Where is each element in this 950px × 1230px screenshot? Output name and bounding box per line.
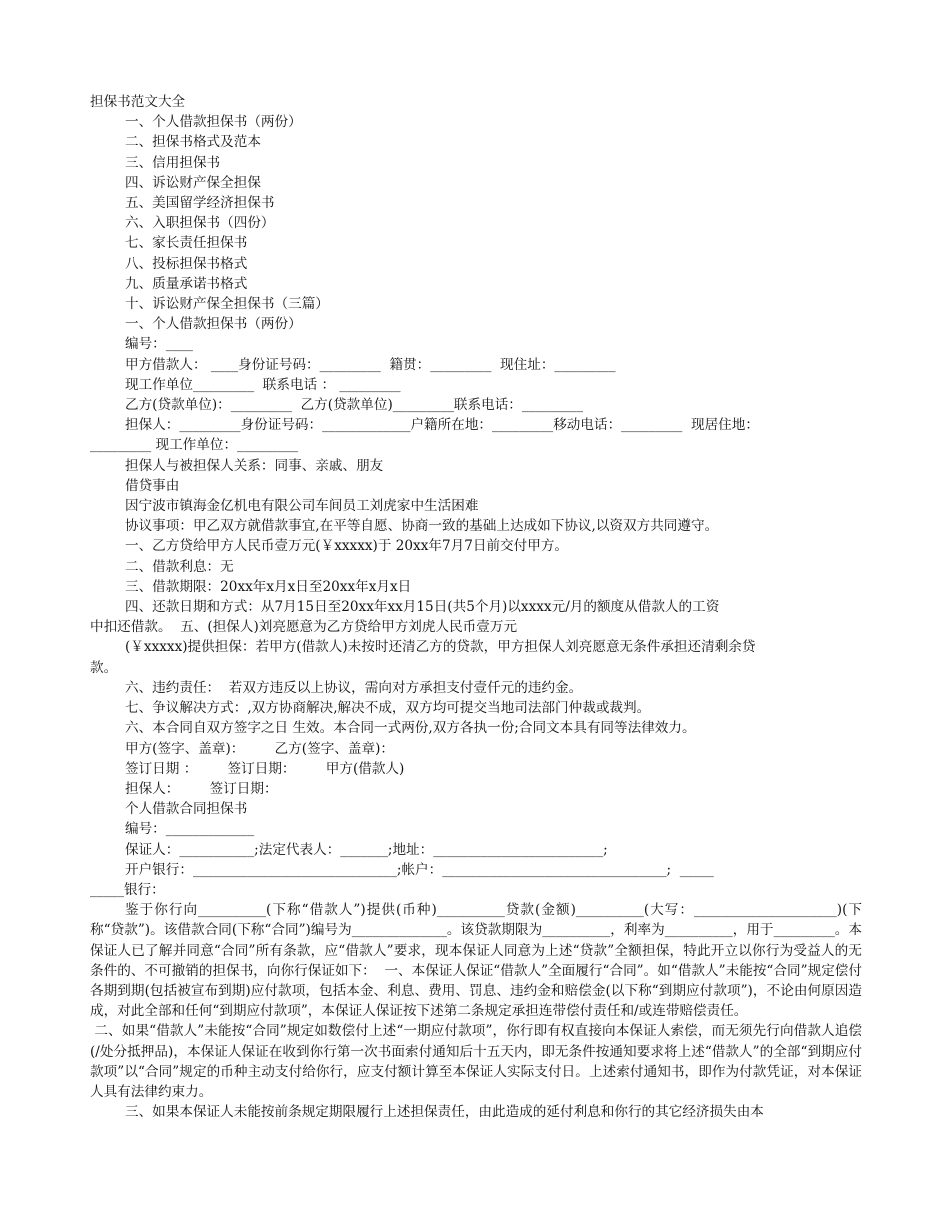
- toc-item: 六、入职担保书（四份）: [125, 215, 275, 232]
- clause: 四、还款日期和方式：从7月15日至20xx年xx月15日(共5个月)以xxxx元/月的额度从借款人的工资: [125, 599, 720, 616]
- clause-cont: 中扣还借款。 五、(担保人)刘亮愿意为乙方贷给甲方刘虎人民币壹万元: [90, 619, 518, 636]
- guarantor-line: 担保人：_________身份证号码：_____________户籍所在地：_________移动电话：_________ 现居住地：: [125, 417, 759, 434]
- guarantor-line: 保证人：___________;法定代表人：_______;地址：_________________________;: [125, 841, 608, 858]
- toc-item: 七、家长责任担保书: [125, 235, 248, 252]
- toc-item: 十、诉讼财产保全担保书（三篇）: [125, 296, 329, 313]
- signature-line: 担保人： 签订日期：: [125, 780, 278, 797]
- bank-line: 开户银行：______________________________;帐户：_________________________________; _____: [125, 861, 714, 878]
- document-title: 担保书范文大全: [90, 94, 186, 110]
- clause: (￥xxxxx)提供担保：若甲方(借款人)未按时还清乙方的贷款，甲方担保人刘亮愿意无条件承担还清剩余贷: [125, 639, 756, 656]
- clause: 二、借款利息：无: [125, 558, 234, 575]
- clause: 六、违约责任： 若双方违反以上协议，需向对方承担支付壹仟元的违约金。: [125, 679, 583, 696]
- reason-title: 借贷事由: [125, 477, 180, 494]
- signature-line: 签订日期 ： 签订日期： 甲方(借款人): [125, 760, 405, 777]
- bank-line-cont: _____银行：: [90, 881, 165, 898]
- party-a-line: 甲方借款人： ____身份证号码：_________ 籍贯：_________ 现住址：_________: [125, 356, 616, 373]
- clause: 一、乙方贷给甲方人民币壹万元(￥xxxxx)于 20xx年7月7日前交付甲方。: [125, 538, 569, 555]
- body-paragraph: 三、如果本保证人未能按前条规定期限履行上述担保责任，由此造成的延付利息和你行的其它经济损失由本: [125, 1104, 764, 1121]
- table-of-contents: [90, 112, 862, 314]
- toc-item: 八、投标担保书格式: [125, 255, 248, 272]
- section-loan-contract-guarantee: [90, 799, 862, 1122]
- section-heading: 一、个人借款担保书（两份）: [125, 316, 302, 333]
- toc-item: 五、美国留学经济担保书: [125, 195, 275, 212]
- relation-line: 担保人与被担保人关系：同事、亲戚、朋友: [125, 457, 384, 474]
- party-b-line: 乙方(贷款单位)：_________ 乙方(贷款单位)_________联系电话：_________: [125, 397, 584, 414]
- agreement-text: 协议事项：甲乙双方就借款事宜,在平等自愿、协商一致的基础上达成如下协议,以资双方共同遵守。: [125, 518, 719, 535]
- toc-item: 三、信用担保书: [125, 154, 221, 171]
- toc-item: 一、个人借款担保书（两份）: [125, 114, 302, 131]
- section-personal-loan-guarantee: [90, 314, 862, 799]
- toc-item: 二、担保书格式及范本: [125, 134, 261, 151]
- body-paragraph: 鉴于你行向__________(下称“借款人”)提供(币种)__________贷款(金额)__________(大写：_____________________)(下称“贷款”)。该借款合同(下称“合同”)编号为______________。该贷款期限为__________，利率为__________，用于_________。本保证人已了解并同意“合同”所有条款，应“借款人”要求，现本保证人同意为上述“贷款”全额担保，特此开立以你行为受益人的无条件的、不可撤销的担保书，向你行保证如下： 一、本保证人保证“借款人”全面履行“合同”。如“借款人”未能按“合同”规定偿付各期到期(包括被宣布到期)应付款项，包括本金、利息、费用、罚息、违约金和赔偿金(以下称“到期应付款项”)，不论由何原因造成，对此全部和任何“到期应付款项”，本保证人保证按下述第二条规定承担连带偿付责任和/或连带赔偿责任。: [90, 902, 863, 1020]
- clause-cont: 款。: [90, 659, 118, 676]
- doc-number: 编号：____: [125, 336, 193, 353]
- signature-line: 甲方(签字、盖章)： 乙方(签字、盖章)：: [125, 740, 394, 757]
- toc-item: 九、质量承诺书格式: [125, 275, 248, 292]
- reason-text: 因宁波市镇海金亿机电有限公司车间员工刘虎家中生活困难: [125, 498, 479, 515]
- document-page: [90, 92, 862, 1122]
- clause: 七、争议解决方式：,双方协商解决,解决不成，双方均可提交当地司法部门仲裁或裁判。: [125, 700, 651, 717]
- toc-item: 四、诉讼财产保全担保: [125, 174, 261, 191]
- party-a-work-line: 现工作单位_________ 联系电话 ： _________: [125, 376, 401, 393]
- clause: 三、借款期限：20xx年x月x日至20xx年x月x日: [125, 578, 412, 595]
- section-heading: 个人借款合同担保书: [125, 801, 248, 818]
- guarantor-line-cont: _________ 现工作单位：_________: [90, 437, 299, 454]
- clause: 六、本合同自双方签字之日 生效。本合同一式两份,双方各执一份;合同文本具有同等法律效力。: [125, 720, 696, 737]
- body-paragraph: 二、如果“借款人”未能按“合同”规定如数偿付上述“一期应付款项”，你行即有权直接向本保证人索偿，而无须先行向借款人追偿(/处分抵押品)，本保证人保证在收到你行第一次书面索付通知后十五天内，即无条件按通知要求将上述“借款人”的全部“到期应付款项”以“合同”规定的币种主动支付给你行，应支付额计算至本保证人实际支付日。上述索付通知书，即作为付款凭证，对本保证人具有法律约束力。: [90, 1023, 862, 1100]
- doc-number: 编号：_____________: [125, 821, 255, 838]
